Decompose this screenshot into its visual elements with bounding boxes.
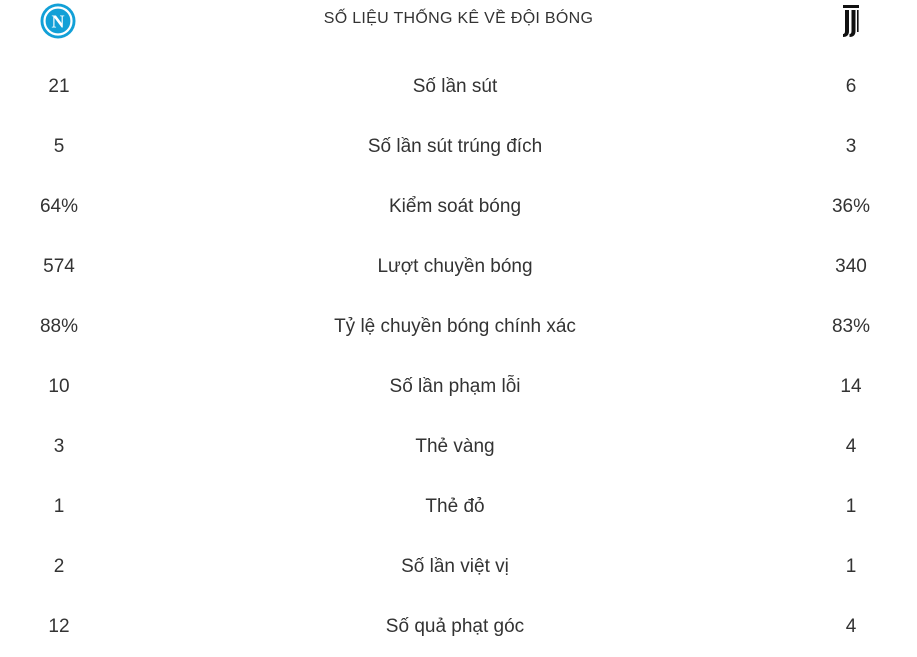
home-value: 21 xyxy=(48,76,70,97)
stat-row-corners xyxy=(0,597,917,657)
stat-label: Số lần sút xyxy=(412,76,498,97)
stat-row-offsides xyxy=(0,537,917,597)
stat-label: Tỷ lệ chuyền bóng chính xác xyxy=(334,316,576,337)
away-value: 340 xyxy=(835,256,867,277)
stat-row-fouls xyxy=(0,357,917,417)
stat-label: Thẻ vàng xyxy=(415,436,495,457)
stat-label: Lượt chuyền bóng xyxy=(377,256,533,277)
stats-table xyxy=(0,57,917,657)
stat-row-possession xyxy=(0,177,917,237)
stat-label: Kiểm soát bóng xyxy=(388,196,522,217)
away-value: 4 xyxy=(845,436,857,457)
away-value: 1 xyxy=(845,556,857,577)
stat-label: Thẻ đỏ xyxy=(425,496,485,517)
away-value: 3 xyxy=(845,136,857,157)
home-value: 2 xyxy=(53,556,65,577)
home-value: 1 xyxy=(53,496,65,517)
away-value: 83% xyxy=(831,316,871,337)
stat-row-pass-accuracy xyxy=(0,297,917,357)
page-title: SỐ LIỆU THỐNG KÊ VỀ ĐỘI BÓNG xyxy=(323,10,594,27)
stat-row-yellow-cards xyxy=(0,417,917,477)
stat-label: Số lần phạm lỗi xyxy=(389,376,521,397)
away-value: 4 xyxy=(845,616,857,637)
away-value: 1 xyxy=(845,496,857,517)
home-value: 5 xyxy=(53,136,65,157)
stats-header xyxy=(0,0,917,44)
juventus-logo-icon xyxy=(836,4,866,40)
stat-row-passes xyxy=(0,237,917,297)
away-value: 36% xyxy=(831,196,871,217)
stat-row-red-cards xyxy=(0,477,917,537)
napoli-logo-letter: N xyxy=(51,11,65,32)
stat-row-shots-on-target xyxy=(0,117,917,177)
home-value: 3 xyxy=(53,436,65,457)
home-value: 88% xyxy=(39,316,79,337)
home-value: 10 xyxy=(48,376,70,397)
stat-label: Số quả phạt góc xyxy=(385,616,525,637)
home-value: 64% xyxy=(39,196,79,217)
home-value: 574 xyxy=(43,256,75,277)
stat-label: Số lần việt vị xyxy=(401,556,509,577)
away-value: 6 xyxy=(845,76,857,97)
stat-label: Số lần sút trúng đích xyxy=(367,136,543,157)
away-value: 14 xyxy=(840,376,862,397)
home-value: 12 xyxy=(48,616,70,637)
stat-row-shots xyxy=(0,57,917,117)
